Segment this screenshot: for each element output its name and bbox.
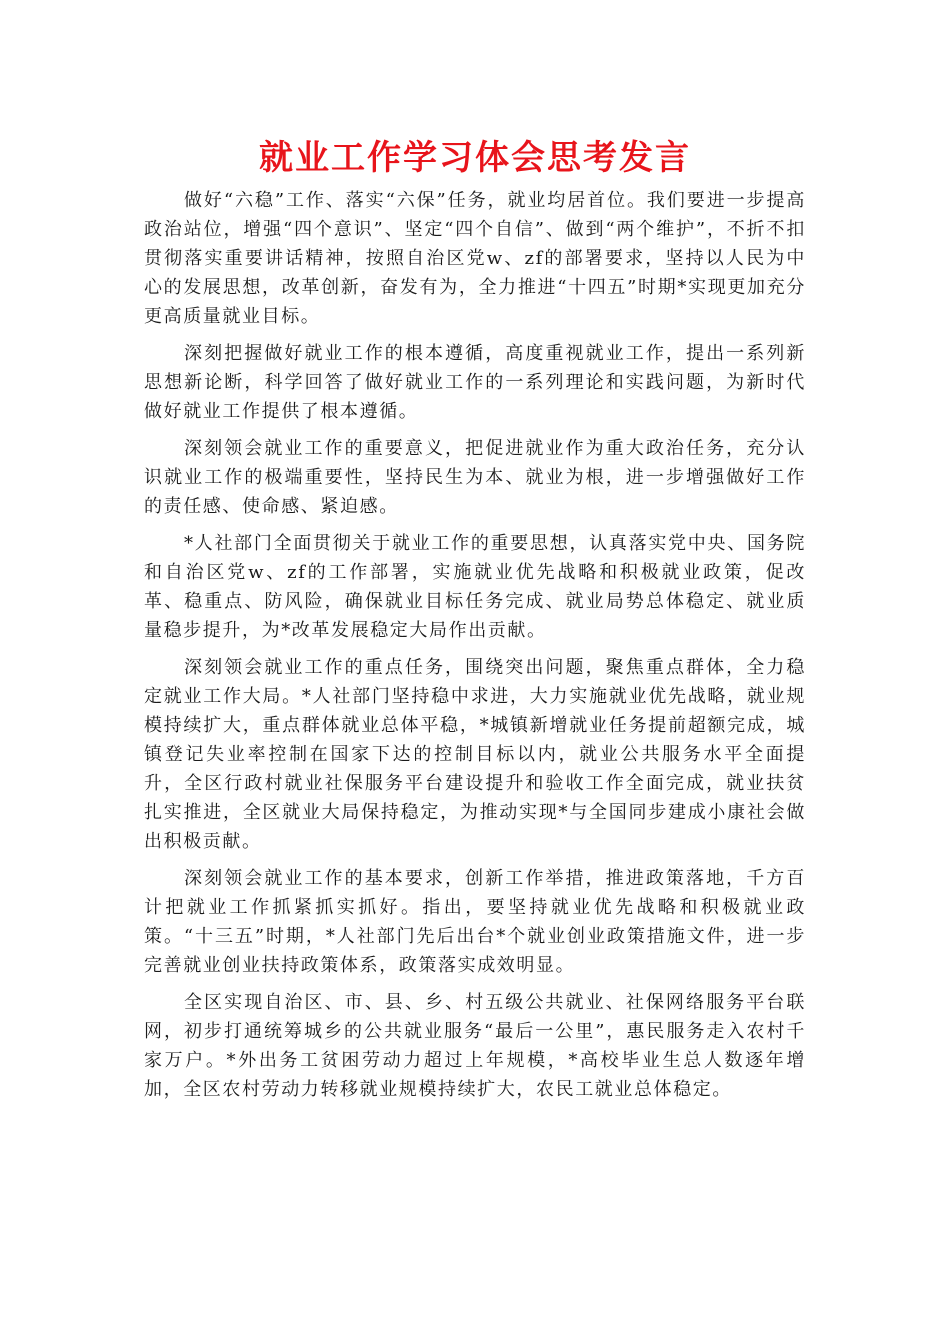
paragraph-6: 深刻领会就业工作的基本要求，创新工作举措，推进政策落地，千方百计把就业工作抓紧抓实抓好。指出，要坚持就业优先战略和积极就业政策。“十三五”时期，*人社部门先后出台*个就业创业政策措施文件，进一步完善就业创业扶持政策体系，政策落实成效明显。 bbox=[144, 868, 806, 976]
paragraph-7: 全区实现自治区、市、县、乡、村五级公共就业、社保网络服务平台联网，初步打通统筹城乡的公共就业服务“最后一公里”，惠民服务走入农村千家万户。*外出务工贫困劳动力超过上年规模，*高校毕业生总人数逐年增加，全区农村劳动力转移就业规模持续扩大，农民工就业总体稳定。 bbox=[144, 992, 806, 1100]
paragraph-3: 深刻领会就业工作的重要意义，把促进就业作为重大政治任务，充分认识就业工作的极端重要性，坚持民生为本、就业为根，进一步增强做好工作的责任感、使命感、紧迫感。 bbox=[144, 438, 806, 517]
paragraph-4: *人社部门全面贯彻关于就业工作的重要思想，认真落实党中央、国务院和自治区党w、zf的工作部署，实施就业优先战略和积极就业政策，促改革、稳重点、防风险，确保就业目标任务完成、就业局势总体稳定、就业质量稳步提升，为*改革发展稳定大局作出贡献。 bbox=[144, 533, 806, 641]
paragraph-2: 深刻把握做好就业工作的根本遵循，高度重视就业工作，提出一系列新思想新论断，科学回答了做好就业工作的一系列理论和实践问题，为新时代做好就业工作提供了根本遵循。 bbox=[144, 343, 806, 422]
document-title: 就业工作学习体会思考发言 bbox=[259, 138, 691, 178]
paragraph-1: 做好“六稳”工作、落实“六保”任务，就业均居首位。我们要进一步提高政治站位，增强“四个意识”、坚定“四个自信”、做到“两个维护”，不折不扣贯彻落实重要讲话精神，按照自治区党w、zf的部署要求，坚持以人民为中心的发展思想，改革创新，奋发有为，全力推进“十四五”时期*实现更加充分更高质量就业目标。 bbox=[144, 190, 806, 327]
document-body bbox=[144, 186, 806, 1112]
paragraph-5: 深刻领会就业工作的重点任务，围绕突出问题，聚焦重点群体，全力稳定就业工作大局。*人社部门坚持稳中求进，大力实施就业优先战略，就业规模持续扩大，重点群体就业总体平稳，*城镇新增就业任务提前超额完成，城镇登记失业率控制在国家下达的控制目标以内，就业公共服务水平全面提升，全区行政村就业社保服务平台建设提升和验收工作全面完成，就业扶贫扎实推进，全区就业大局保持稳定，为推动实现*与全国同步建成小康社会做出积极贡献。 bbox=[144, 657, 806, 852]
